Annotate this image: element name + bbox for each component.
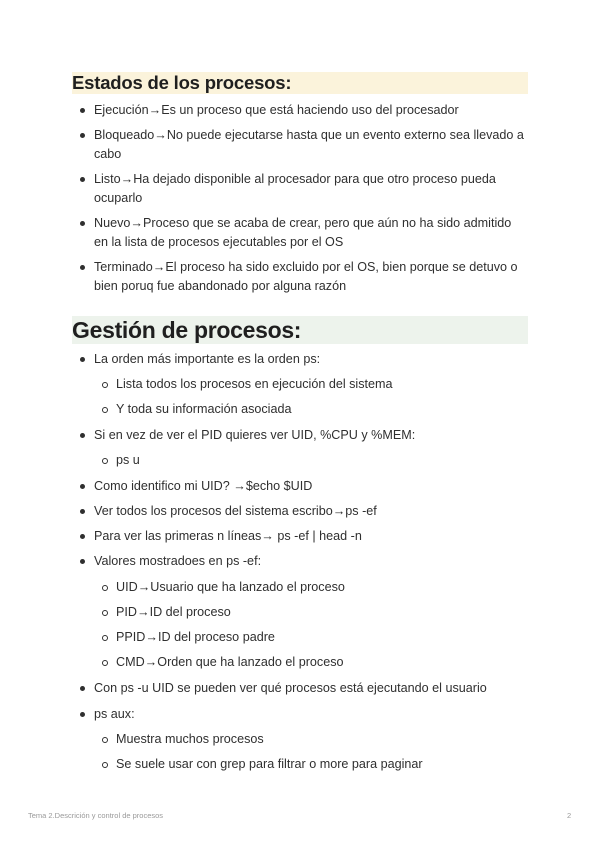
bullet-icon (80, 534, 85, 539)
bullet-icon (80, 484, 85, 489)
sub-bullet-icon (102, 635, 108, 641)
sub-bullet-icon (102, 610, 108, 616)
list-item: Terminado→El proceso ha sido excluido por el OS, bien porque se detuvo o bien poruq fue abandonado por alguna razón (72, 258, 528, 296)
list-item: Con ps -u UID se pueden ver qué procesos está ejecutando el usuario (72, 679, 528, 705)
list-item: Bloqueado→No puede ejecutarse hasta que un evento externo sea llevado a cabo (72, 126, 528, 164)
bullet-icon (80, 686, 85, 691)
list-item: Ejecución→Es un proceso que está haciendo uso del procesador (72, 101, 528, 120)
sub-list-item: Y toda su información asociada (72, 400, 528, 426)
page-number: 2 (567, 811, 572, 820)
sub-bullet-icon (102, 660, 108, 666)
list-estados (72, 101, 528, 296)
list-item: ps aux: (72, 705, 528, 730)
list-item: Si en vez de ver el PID quieres ver UID, %CPU y %MEM: (72, 426, 528, 451)
bullet-icon (80, 433, 85, 438)
sub-list-item: UID→Usuario que ha lanzado el proceso (72, 578, 528, 603)
sub-bullet-icon (102, 458, 108, 464)
bullet-icon (80, 559, 85, 564)
sub-list-item: Se suele usar con grep para filtrar o more para paginar (72, 755, 528, 780)
list-item: Nuevo→Proceso que se acaba de crear, pero que aún no ha sido admitido en la lista de procesos ejecutables por el OS (72, 214, 528, 252)
footer-title: Tema 2.Descrición y control de procesos (28, 811, 164, 820)
sub-list-item: PID→ID del proceso (72, 603, 528, 628)
sub-list-item: CMD→Orden que ha lanzado el proceso (72, 653, 528, 679)
sub-bullet-icon (102, 585, 108, 591)
bullet-icon (80, 108, 85, 113)
bullet-icon (80, 177, 85, 182)
sub-bullet-icon (102, 762, 108, 768)
bullet-icon (80, 265, 85, 270)
heading-estados: Estados de los procesos: (72, 72, 528, 94)
list-item: Como identifico mi UID? →$echo $UID (72, 477, 528, 502)
bullet-icon (80, 133, 85, 138)
bullet-icon (80, 221, 85, 226)
sub-bullet-icon (102, 382, 108, 388)
sub-bullet-icon (102, 407, 108, 413)
list-item: Ver todos los procesos del sistema escribo→ps -ef (72, 502, 528, 527)
list-item: La orden más importante es la orden ps: (72, 350, 528, 375)
sub-bullet-icon (102, 737, 108, 743)
list-gestion (72, 350, 528, 780)
bullet-icon (80, 712, 85, 717)
sub-list-item: ps u (72, 451, 528, 477)
sub-list-item: Lista todos los procesos en ejecución del sistema (72, 375, 528, 400)
sub-list-item: Muestra muchos procesos (72, 730, 528, 755)
list-item: Valores mostradoes en ps -ef: (72, 552, 528, 578)
list-item: Listo→Ha dejado disponible al procesador para que otro proceso pueda ocuparlo (72, 170, 528, 208)
list-item: Para ver las primeras n líneas→ ps -ef | head -n (72, 527, 528, 552)
bullet-icon (80, 357, 85, 362)
sub-list-item: PPID→ID del proceso padre (72, 628, 528, 653)
bullet-icon (80, 509, 85, 514)
heading-gestion: Gestión de procesos: (72, 316, 528, 344)
